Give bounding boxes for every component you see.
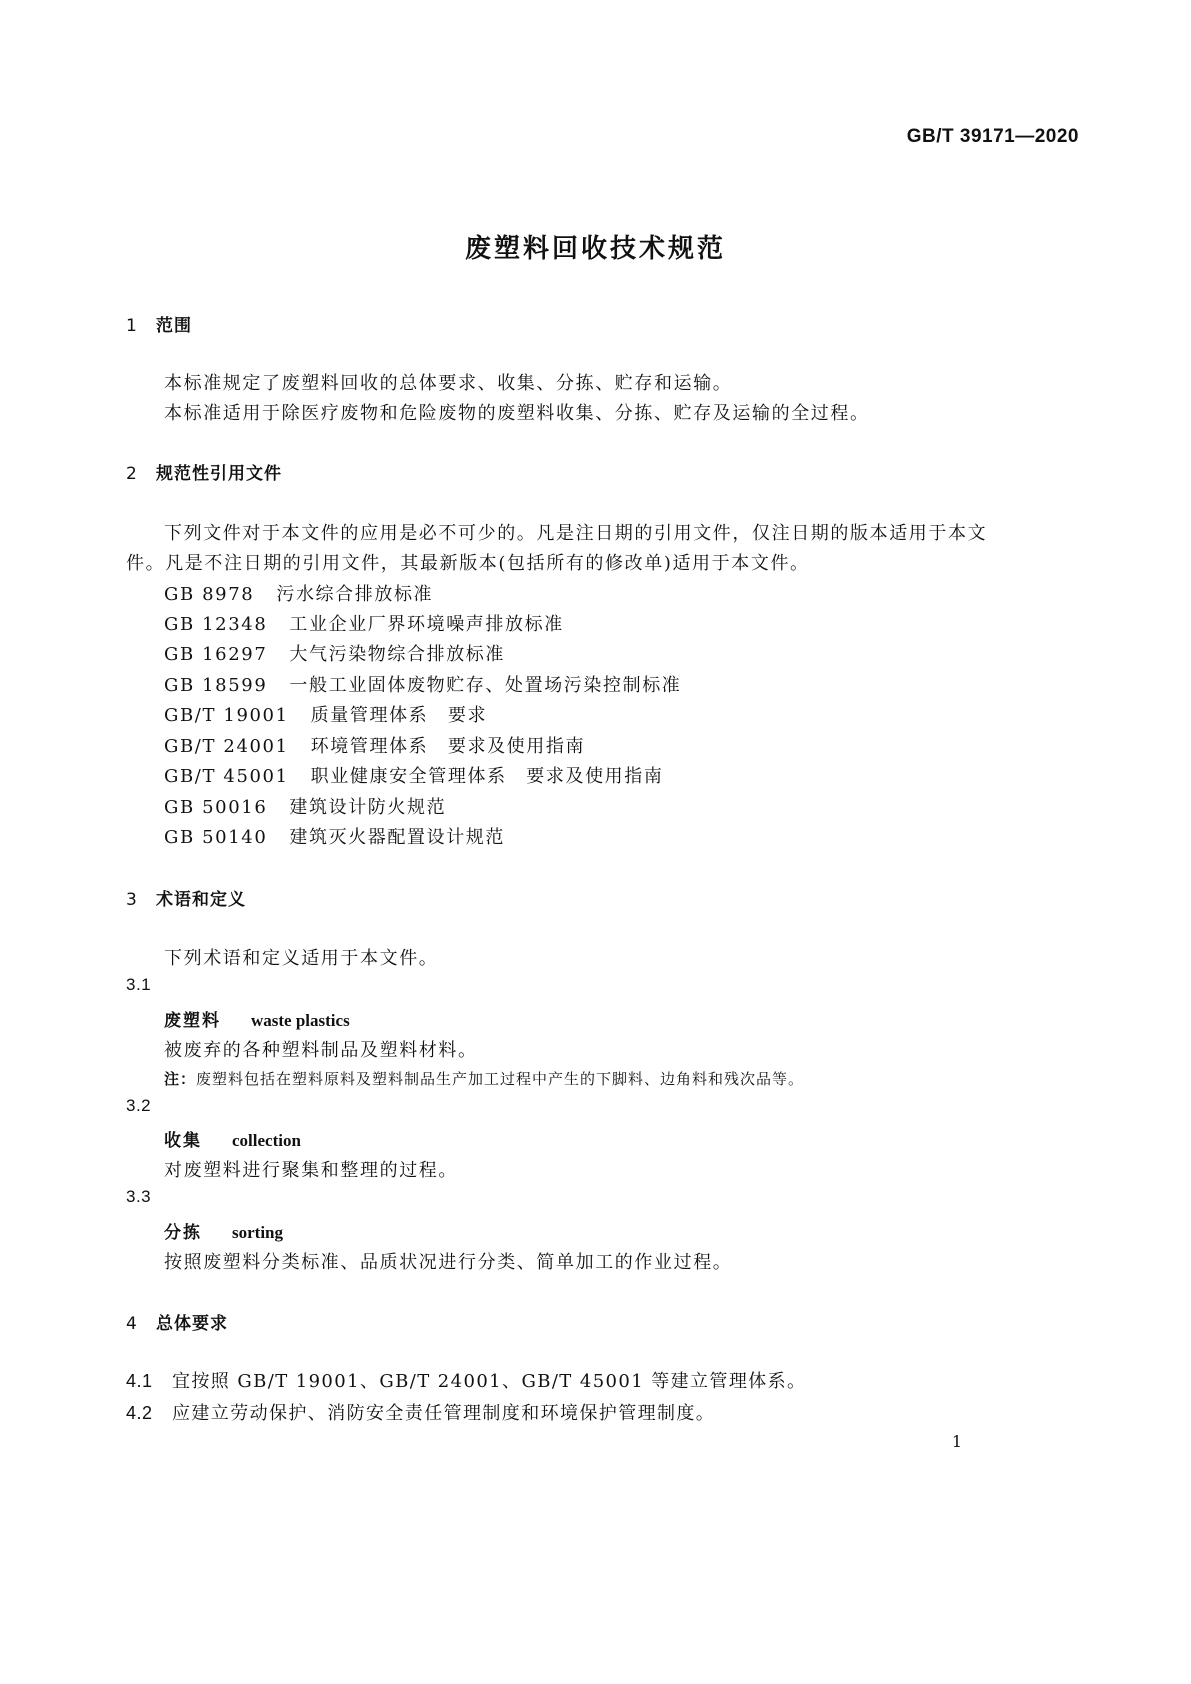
term-zh: 废塑料	[164, 1011, 221, 1031]
reference-title: 一般工业固体废物贮存、处置场污染控制标准	[289, 675, 682, 696]
section-number: 2	[126, 464, 138, 484]
reference-item	[164, 671, 681, 697]
section-title: 范围	[156, 316, 192, 336]
term-heading	[164, 1006, 350, 1031]
reference-item	[164, 610, 564, 636]
reference-code: GB/T 24001	[164, 736, 289, 757]
paragraph: 下列文件对于本文件的应用是必不可少的。凡是注日期的引用文件，仅注日期的版本适用于本文	[164, 523, 988, 544]
term-heading	[164, 1126, 301, 1151]
section-title: 规范性引用文件	[156, 464, 282, 484]
reference-title: 职业健康安全管理体系 要求及使用指南	[310, 766, 664, 787]
section-title: 术语和定义	[156, 890, 246, 910]
requirement-text: 宜按照 GB/T 19001、GB/T 24001、GB/T 45001 等建立管理体系。	[172, 1371, 807, 1392]
term-note	[164, 1068, 804, 1089]
reference-item	[164, 732, 585, 758]
term-definition: 对废塑料进行聚集和整理的过程。	[164, 1160, 458, 1181]
page-number: 1	[951, 1432, 962, 1451]
requirement-number: 4.1	[126, 1371, 153, 1391]
reference-title: 环境管理体系 要求及使用指南	[310, 736, 586, 757]
term-en: sorting	[232, 1223, 283, 1242]
reference-code: GB 50140	[164, 827, 268, 848]
requirement-item	[126, 1367, 806, 1393]
requirement-item	[126, 1399, 715, 1425]
reference-item	[164, 762, 663, 788]
note-label: 注：	[164, 1070, 197, 1088]
reference-item	[164, 640, 505, 666]
clause-number: 3.2	[126, 1096, 152, 1115]
paragraph: 本标准适用于除医疗废物和危险废物的废塑料收集、分拣、贮存及运输的全过程。	[164, 403, 870, 424]
section-title: 总体要求	[156, 1314, 228, 1334]
reference-code: GB 16297	[164, 644, 268, 665]
term-en: collection	[232, 1131, 301, 1150]
section-4-heading	[126, 1309, 228, 1334]
term-definition: 按照废塑料分类标准、品质状况进行分类、简单加工的作业过程。	[164, 1252, 733, 1273]
paragraph: 件。凡是不注日期的引用文件，其最新版本(包括所有的修改单)适用于本文件。	[126, 553, 810, 574]
reference-item	[164, 823, 505, 849]
reference-code: GB 8978	[164, 584, 255, 605]
document-title: 废塑料回收技术规范	[464, 234, 726, 264]
reference-code: GB 12348	[164, 614, 268, 635]
reference-code: GB/T 19001	[164, 705, 289, 726]
reference-title: 工业企业厂界环境噪声排放标准	[289, 614, 564, 635]
term-heading	[164, 1218, 283, 1243]
section-number: 3	[126, 890, 138, 910]
reference-title: 质量管理体系 要求	[310, 705, 488, 726]
standard-code: GB/T 39171—2020	[906, 126, 1079, 147]
term-zh: 收集	[164, 1131, 202, 1151]
clause-number: 3.1	[126, 975, 152, 994]
reference-title: 建筑灭火器配置设计规范	[289, 827, 505, 848]
section-number: 4	[126, 1314, 138, 1334]
requirement-text: 应建立劳动保护、消防安全责任管理制度和环境保护管理制度。	[172, 1403, 716, 1424]
reference-title: 污水综合排放标准	[276, 584, 434, 605]
section-2-heading	[126, 459, 282, 484]
reference-code: GB/T 45001	[164, 766, 289, 787]
paragraph: 下列术语和定义适用于本文件。	[164, 948, 439, 969]
requirement-number: 4.2	[126, 1403, 153, 1423]
term-definition: 被废弃的各种塑料制品及塑料材料。	[164, 1040, 478, 1061]
section-1-heading	[126, 311, 192, 336]
section-3-heading	[126, 885, 246, 910]
clause-number: 3.3	[126, 1187, 152, 1206]
note-text: 废塑料包括在塑料原料及塑料制品生产加工过程中产生的下脚料、边角料和残次品等。	[196, 1070, 805, 1088]
paragraph: 本标准规定了废塑料回收的总体要求、收集、分拣、贮存和运输。	[164, 373, 733, 394]
reference-code: GB 18599	[164, 675, 268, 696]
reference-item	[164, 580, 433, 606]
term-zh: 分拣	[164, 1223, 202, 1243]
reference-item	[164, 793, 446, 819]
reference-title: 建筑设计防火规范	[289, 797, 447, 818]
section-number: 1	[126, 316, 138, 336]
term-en: waste plastics	[251, 1011, 350, 1030]
reference-title: 大气污染物综合排放标准	[289, 644, 505, 665]
reference-item	[164, 701, 487, 727]
reference-code: GB 50016	[164, 797, 268, 818]
